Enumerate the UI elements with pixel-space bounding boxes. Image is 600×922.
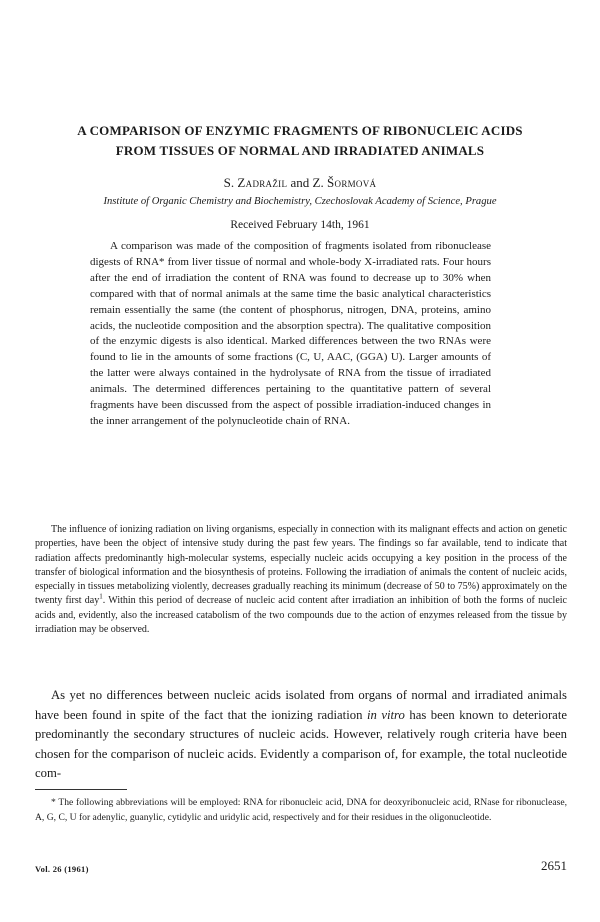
abstract: A comparison was made of the composition of fragments isolated from ribonuclease digests of RNA* from liver tissue of normal and whole-body X-irradiated rats. Four hours after the end of irradiation the content of RNA was found to decrease up to 30% when compared with that of normal animals at the same time the basic analytical characteristics remain essentially the same (the content of phosphorus, nitrogen, DNA, proteins, amino acids, the nucleotide composition and the absorption spectra). The qualitative composition of the enzymic digests is also identical. Marked differences between the two RNAs were found to lie in the amounts of some fractions (C, U, AAC, (GGA) U). Larger amounts of the latter were always contained in the hydrolysate of RNA from the tissue of irradiated animals. The determined differences pertaining to the quantitative pattern of several fragments have been discussed from the aspect of possible irradiation-induced changes in the inner arrangement of the polynucleotide chain of RNA. xyxy=(90,240,491,427)
paragraph-2-before: As yet no differences between nucleic acids isolated from organs of normal and irradiated animals have been found in spite of the fact that the ionizing radiation xyxy=(35,688,567,722)
paragraph-1-text: The influence of ionizing radiation on living organisms, especially in connection with its malignant effects and action on genetic properties, have been the object of intensive study during the past few years. The findings so far available, tend to indicate that radiation affects predominantly high-molecular systems, especially nucleic acids occupying a key position in the process of the transfer of biological information and the biosynthesis of proteins. Following the irradiation of animals the content of nucleic acids, especially in tissues metabolizing violently, decreases gradually reaching its minimum (decrease of 50 to 75%) approximately on the twenty first day xyxy=(35,524,567,607)
volume-info: Vol. 26 (1961) xyxy=(35,864,89,874)
reference-marker: 1 xyxy=(99,593,103,602)
page-number: 2651 xyxy=(541,858,567,873)
affiliation: Institute of Organic Chemistry and Biochemistry, Czechoslovak Academy of Science, Prague xyxy=(103,196,497,207)
authors xyxy=(0,175,600,191)
body-paragraph-2 xyxy=(35,686,567,784)
author-2-initial: Z. xyxy=(312,175,327,190)
body-paragraph-1 xyxy=(35,523,567,637)
title-line-1: A COMPARISON OF ENZYMIC FRAGMENTS OF RIBONUCLEIC ACIDS xyxy=(77,123,523,138)
article-title xyxy=(30,121,570,161)
footnote: * The following abbreviations will be employed: RNA for ribonucleic acid, DNA for deoxyribonucleic acid, RNase for ribonuclease, A, G, C, U for adenylic, guanylic, cytidylic and uridylic acid, respectively and for their residues in the oligonucleotide. xyxy=(35,797,567,823)
author-2-surname: Šormová xyxy=(326,175,377,190)
title-line-2: FROM TISSUES OF NORMAL AND IRRADIATED ANIMALS xyxy=(115,143,485,158)
author-1-initial: S. xyxy=(223,175,238,190)
paragraph-2-italic: in vitro xyxy=(366,707,405,722)
received-date: Received February 14th, 1961 xyxy=(230,219,370,231)
paragraph-2-after: has been known to deteriorate predominantly the secondary structures of nucleic acids. However, relatively rough criteria have been chosen for the comparison of nucleic acids. Evidently a comparison of, for example, the total nucleotide com- xyxy=(35,707,567,780)
footnote-divider xyxy=(35,789,127,790)
author-1-surname: Zadražil xyxy=(237,175,288,190)
paragraph-1-text-after: . Within this period of decrease of nucleic acid content after irradiation an inhibition of both the forms of nucleic acids and, evidently, also the increased catabolism of the two compounds due to the action of enzymes released from the tissue by irradiation may be observed. xyxy=(35,595,567,636)
authors-conjunction: and xyxy=(287,175,313,190)
